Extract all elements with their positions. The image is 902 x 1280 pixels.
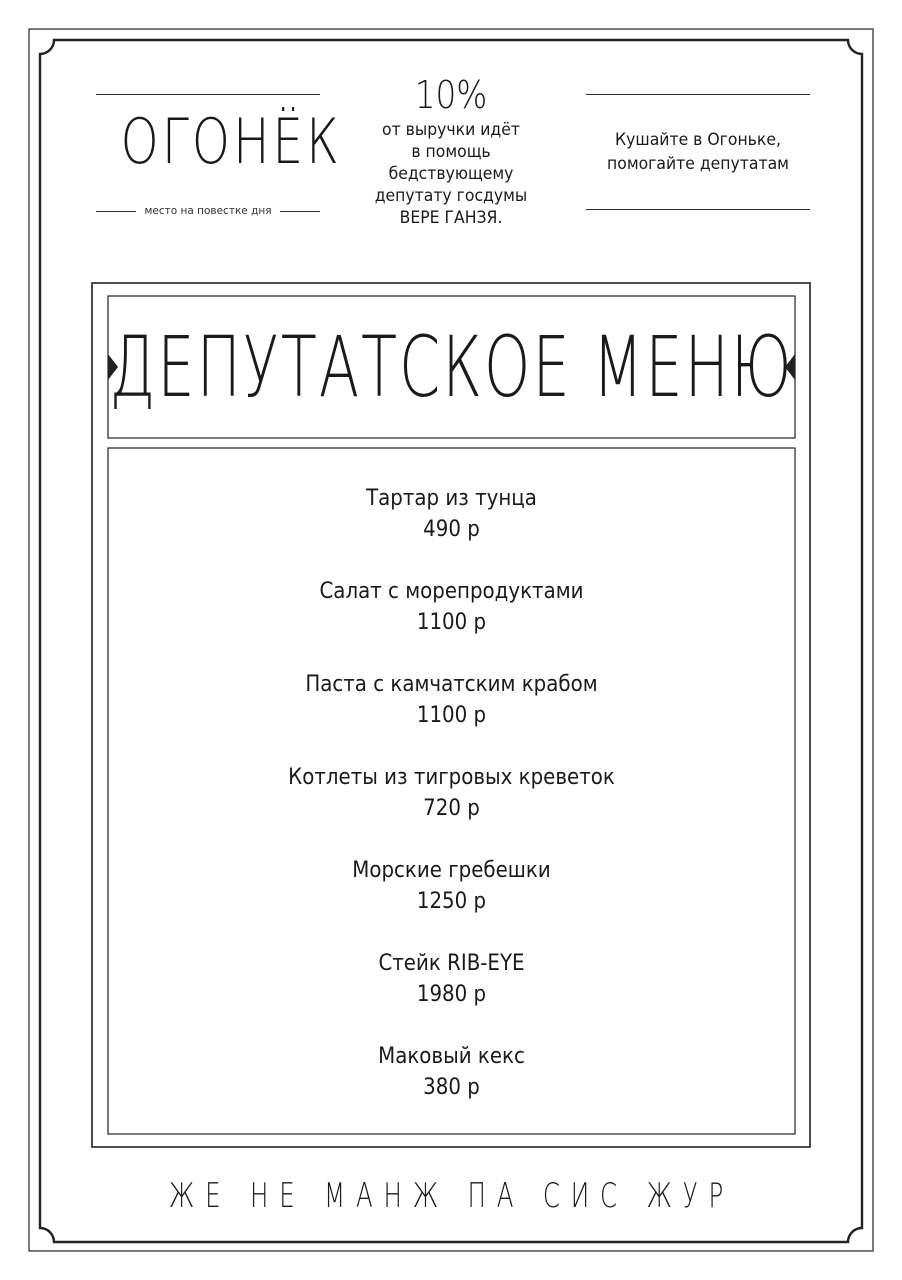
logo-top-rule xyxy=(96,94,320,95)
menu-item-price: 490 р xyxy=(423,517,480,542)
footer-text: ЖЕ НЕ МАНЖ ПА СИС ЖУР xyxy=(168,1176,734,1216)
menu-item-price: 1100 р xyxy=(416,703,487,728)
menu-item-price: 1100 р xyxy=(416,610,487,635)
menu-item xyxy=(108,1041,795,1103)
menu-item-name: Морские гребешки xyxy=(352,858,551,883)
menu-item xyxy=(108,855,795,917)
menu-item-name: Котлеты из тигровых креветок xyxy=(288,765,615,790)
menu-item-name: Паста с камчатским крабом xyxy=(305,672,598,697)
logo-title: ОГОНЁК xyxy=(120,105,342,178)
menu-item xyxy=(108,483,795,545)
menu-title: ДЕПУТАТСКОЕ МЕНЮ xyxy=(109,318,794,416)
menu-item-name: Стейк RIB-EYE xyxy=(378,951,525,976)
charity-line: в помощь xyxy=(411,142,491,162)
menu-item-price: 1250 р xyxy=(416,889,487,914)
logo-subtitle-row xyxy=(96,203,320,219)
menu-item-name: Салат с морепродуктами xyxy=(319,579,584,604)
logo xyxy=(96,94,342,217)
menu-item-price: 380 р xyxy=(423,1075,480,1100)
menu-item xyxy=(108,576,795,638)
menu-item xyxy=(108,948,795,1010)
logo-sub-dash-right xyxy=(280,211,320,212)
menu-title-box xyxy=(108,296,795,438)
charity-line: депутату госдумы xyxy=(374,186,528,206)
logo-sub-dash-left xyxy=(96,211,136,212)
charity-line: бедствующему xyxy=(388,164,514,184)
menu-item-price: 720 р xyxy=(423,796,480,821)
charity-note xyxy=(340,73,562,229)
charity-text xyxy=(349,119,553,229)
slogan xyxy=(586,94,810,210)
slogan-line: помогайте депутатам xyxy=(607,154,789,174)
menu-item-price: 1980 р xyxy=(416,982,487,1007)
charity-percent: 10% xyxy=(414,73,488,117)
slogan-top-rule xyxy=(586,94,810,95)
slogan-line: Кушайте в Огоньке, xyxy=(615,130,781,150)
menu-list xyxy=(108,448,795,1134)
charity-line: ВЕРЕ ГАНЗЯ. xyxy=(399,208,503,228)
logo-subtitle: место на повестке дня xyxy=(144,205,272,217)
menu-item-name: Тартар из тунца xyxy=(366,486,537,511)
menu-item-name: Маковый кекс xyxy=(378,1044,525,1069)
slogan-bottom-rule xyxy=(586,209,810,210)
menu-item xyxy=(108,669,795,731)
footer xyxy=(90,1168,812,1224)
slogan-text xyxy=(577,128,820,176)
charity-line: от выручки идёт xyxy=(382,120,520,140)
menu-item xyxy=(108,762,795,824)
